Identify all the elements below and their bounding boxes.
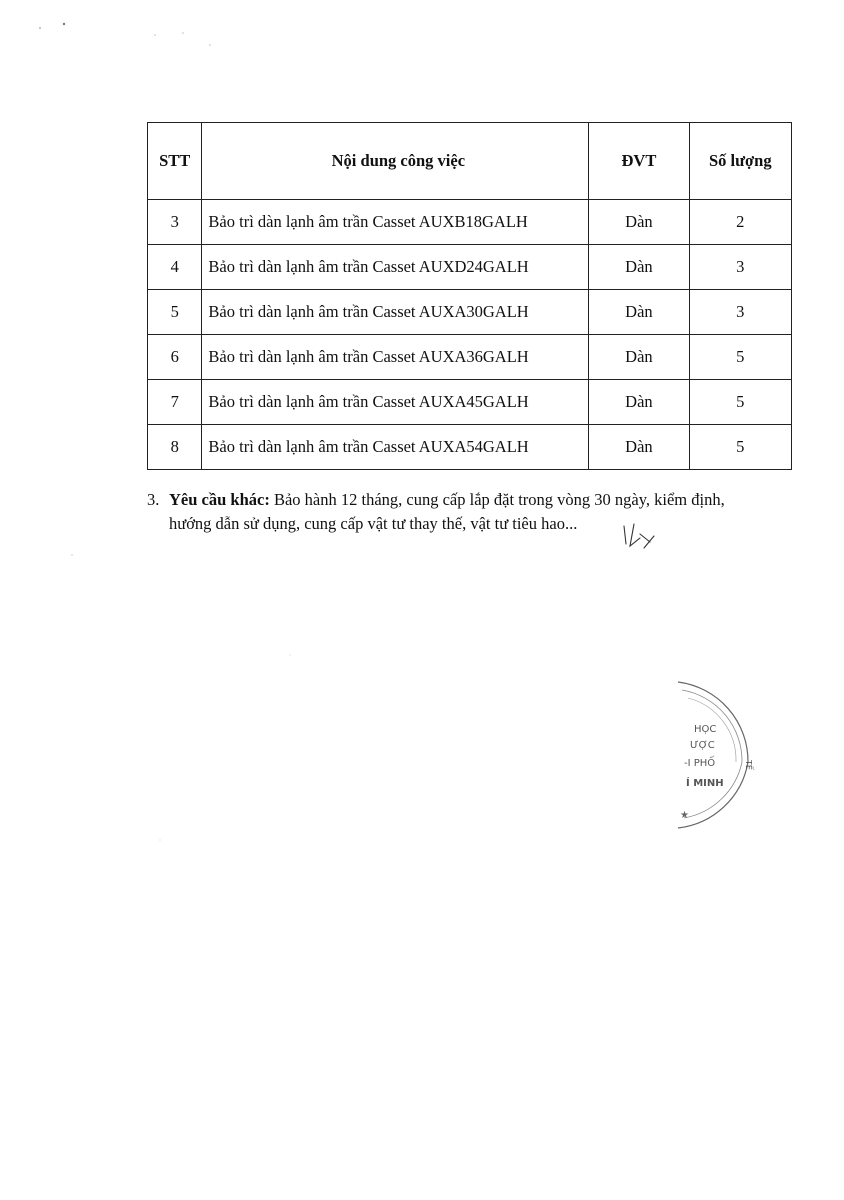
stamp-line-2: ƯỢC: [690, 740, 715, 751]
stamp-star: ★: [680, 810, 689, 821]
row-quantity: 3: [689, 245, 791, 290]
row-unit: Dàn: [589, 245, 689, 290]
row-unit: Dàn: [589, 290, 689, 335]
row-stt: 6: [148, 335, 202, 380]
stamp-line-1: HỌC: [694, 724, 717, 735]
table-row: [148, 335, 792, 380]
row-content: Bảo trì dàn lạnh âm trần Casset AUXD24GALH: [202, 245, 589, 290]
row-unit: Dàn: [589, 425, 689, 470]
requirements-body: [169, 488, 797, 536]
official-stamp: [660, 678, 770, 838]
stamp-side-text: TẾ: [744, 760, 753, 770]
table-row: [148, 425, 792, 470]
row-stt: 4: [148, 245, 202, 290]
row-quantity: 5: [689, 335, 791, 380]
row-content: Bảo trì dàn lạnh âm trần Casset AUXA30GALH: [202, 290, 589, 335]
header-stt: STT: [148, 123, 202, 200]
row-unit: Dàn: [589, 200, 689, 245]
stamp-line-4: Í MINH: [686, 778, 724, 789]
table-row: [148, 245, 792, 290]
work-table: [147, 122, 792, 470]
header-quantity: Số lượng: [689, 123, 791, 200]
requirements-label: Yêu cầu khác:: [169, 490, 270, 509]
table-row: [148, 200, 792, 245]
row-content: Bảo trì dàn lạnh âm trần Casset AUXA36GALH: [202, 335, 589, 380]
row-quantity: 5: [689, 380, 791, 425]
row-stt: 5: [148, 290, 202, 335]
row-content: Bảo trì dàn lạnh âm trần Casset AUXA45GALH: [202, 380, 589, 425]
row-quantity: 5: [689, 425, 791, 470]
requirements-text-1: Bảo hành 12 tháng, cung cấp lắp đặt trong vòng 30 ngày, kiểm định,: [269, 490, 725, 509]
row-quantity: 2: [689, 200, 791, 245]
requirements-text-2: hướng dẫn sử dụng, cung cấp vật tư thay thế, vật tư tiêu hao...: [169, 514, 578, 533]
requirements-line-2: [169, 512, 797, 536]
table-header-row: [148, 123, 792, 200]
other-requirements: [147, 488, 797, 536]
header-unit: ĐVT: [589, 123, 689, 200]
header-content: Nội dung công việc: [202, 123, 589, 200]
row-stt: 8: [148, 425, 202, 470]
row-stt: 7: [148, 380, 202, 425]
row-unit: Dàn: [589, 380, 689, 425]
row-quantity: 3: [689, 290, 791, 335]
table-row: [148, 290, 792, 335]
row-unit: Dàn: [589, 335, 689, 380]
requirements-line-1: [169, 488, 797, 512]
handwritten-initials: [620, 520, 660, 556]
row-stt: 3: [148, 200, 202, 245]
row-content: Bảo trì dàn lạnh âm trần Casset AUXB18GALH: [202, 200, 589, 245]
stamp-line-3: -I PHỐ: [684, 758, 716, 769]
requirements-number: 3.: [147, 490, 160, 509]
row-content: Bảo trì dàn lạnh âm trần Casset AUXA54GALH: [202, 425, 589, 470]
table-row: [148, 380, 792, 425]
